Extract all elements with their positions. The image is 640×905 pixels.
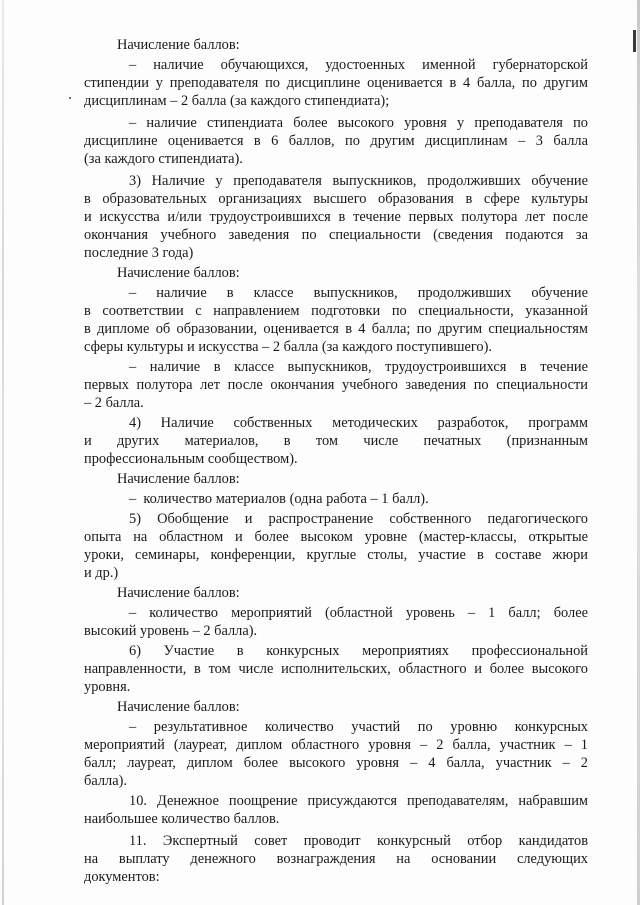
text-line [84, 622, 588, 640]
line-text: Начисление баллов: [117, 585, 240, 601]
text-line [84, 414, 588, 432]
text-line [84, 850, 588, 868]
line-text: профессиональным сообществом). [84, 451, 298, 467]
text-line [84, 394, 588, 412]
line-text: 4) Наличие собственных методических разработок, программ [129, 415, 588, 431]
text-line [84, 92, 588, 110]
text-line [84, 792, 588, 810]
line-text: дисциплине оценивается в 6 баллов, по другим дисциплинам – 3 балла [84, 133, 588, 149]
scan-speck [69, 97, 71, 99]
line-text: документов: [84, 869, 160, 885]
text-line [84, 604, 588, 622]
line-text: в образовательных организациях высшего образования в сфере культуры [84, 191, 588, 207]
line-text: балл; лауреат, диплом более высокого уровня – 4 балла, участник – 2 [84, 755, 588, 771]
line-text: дисциплинам – 2 балла (за каждого стипендиата); [84, 93, 390, 109]
line-text: и др.) [84, 565, 119, 581]
text-line [84, 226, 588, 244]
line-text: уроки, семинары, конференции, круглые столы, участие в составе жюри [84, 547, 588, 563]
text-line [84, 172, 588, 190]
line-text: – 2 балла. [84, 395, 144, 411]
text-line [84, 114, 588, 132]
text-line [84, 36, 588, 54]
line-text: – количество материалов (одна работа – 1 балл). [129, 491, 429, 507]
text-line [84, 302, 588, 320]
line-text: первых полутора лет после окончания учебного заведения по специальности [84, 377, 588, 393]
line-text: – наличие в классе выпускников, продолживших обучение [129, 285, 588, 301]
text-line [84, 450, 588, 468]
text-line [84, 736, 588, 754]
text-line [84, 358, 588, 376]
scan-mark [633, 30, 636, 52]
text-line [84, 660, 588, 678]
line-text: сферы культуры и искусства – 2 балла (за каждого поступившего). [84, 339, 492, 355]
line-text: наибольшее количество баллов. [84, 811, 280, 827]
line-text: Начисление баллов: [117, 471, 240, 487]
line-text: мероприятий (лауреат, диплом областного уровня – 2 балла, участник – 1 [84, 737, 588, 753]
line-text: балла). [84, 773, 127, 789]
line-text: Начисление баллов: [117, 37, 240, 53]
text-line [84, 376, 588, 394]
text-line [84, 810, 588, 828]
text-line [84, 320, 588, 338]
text-line [84, 754, 588, 772]
text-line [84, 510, 588, 528]
text-line [84, 208, 588, 226]
line-text: – наличие стипендиата более высокого уровня у преподавателя по [129, 115, 588, 131]
line-text: Начисление баллов: [117, 265, 240, 281]
text-line [84, 868, 588, 886]
text-line [84, 564, 588, 582]
line-text: – наличие обучающихся, удостоенных именной губернаторской [129, 57, 588, 73]
text-line [84, 678, 588, 696]
line-text: – количество мероприятий (областной уровень – 1 балл; более [129, 605, 588, 621]
line-text: окончания учебного заведения по специальности (сведения подаются за [84, 227, 588, 243]
scan-edge-left [2, 0, 4, 905]
text-line [84, 832, 588, 850]
text-line [84, 432, 588, 450]
text-line [84, 546, 588, 564]
line-text: в соответствии с направлением подготовки по специальности, указанной [84, 303, 588, 319]
text-line [84, 150, 588, 168]
line-text: направленности, в том числе исполнительских, областного и более высокого [84, 661, 588, 677]
line-text: 11. Экспертный совет проводит конкурсный отбор кандидатов [129, 833, 588, 849]
line-text: – результативное количество участий по уровню конкурсных [129, 719, 588, 735]
text-line [84, 470, 588, 488]
line-text: 10. Денежное поощрение присуждаются преподавателям, набравшим [129, 793, 588, 809]
line-text: 3) Наличие у преподавателя выпускников, продолживших обучение [129, 173, 588, 189]
text-line [84, 338, 588, 356]
line-text: высокий уровень – 2 балла). [84, 623, 258, 639]
line-text: стипендии у преподавателя по дисциплине оценивается в 4 балла, по другим [84, 75, 588, 91]
text-line [84, 190, 588, 208]
text-line [84, 642, 588, 660]
line-text: опыта на областном и более высоком уровне (мастер-классы, открытые [84, 529, 588, 545]
line-text: и других материалов, в том числе печатных (признанным [84, 433, 588, 449]
text-line [84, 772, 588, 790]
text-line [84, 528, 588, 546]
text-line [84, 74, 588, 92]
line-text: последние 3 года) [84, 245, 194, 261]
line-text: (за каждого стипендиата). [84, 151, 243, 167]
line-text: на выплату денежного вознаграждения на основании следующих [84, 851, 588, 867]
text-line [84, 132, 588, 150]
text-line [84, 490, 588, 508]
line-text: 5) Обобщение и распространение собственного педагогического [129, 511, 588, 527]
line-text: и искусства и/или трудоустроившихся в течение первых полутора лет после [84, 209, 588, 225]
text-line [84, 718, 588, 736]
text-line [84, 584, 588, 602]
text-line [84, 284, 588, 302]
line-text: Начисление баллов: [117, 699, 240, 715]
text-line [84, 244, 588, 262]
text-line [84, 56, 588, 74]
text-line [84, 698, 588, 716]
line-text: уровня. [84, 679, 131, 695]
line-text: – наличие в классе выпускников, трудоустроившихся в течение [129, 359, 588, 375]
line-text: в дипломе об образовании, оценивается в 4 балла; по другим специальностям [84, 321, 588, 337]
text-line [84, 264, 588, 282]
line-text: 6) Участие в конкурсных мероприятиях профессиональной [129, 643, 588, 659]
